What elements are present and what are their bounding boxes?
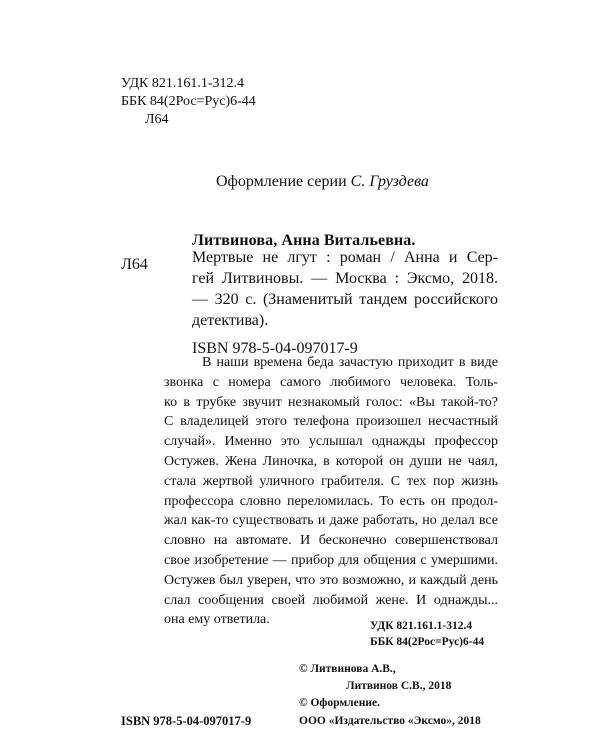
copyright-design: © Оформление. xyxy=(299,697,380,709)
footer-isbn: ISBN 978-5-04-097017-9 xyxy=(121,714,252,728)
catalog-description-line: гей Литвиновы. — Москва : Эксмо, 2018. xyxy=(192,270,498,287)
annotation-line: С владелицей этого телефона произошел несчастный xyxy=(164,414,498,430)
series-design-label: Оформление серии xyxy=(216,173,347,190)
catalog-description xyxy=(192,247,498,331)
annotation-line: профессора словно переломилась. То есть он продол- xyxy=(164,493,498,509)
annotation-line: свое изобретение — прибор для общения с умершими. xyxy=(164,552,498,568)
annotation-line: Остужев был уверен, что это возможно, и каждый день xyxy=(164,572,498,588)
annotation-line: словно на автомате. И бесконечно совершенствовал xyxy=(164,533,498,549)
catalog-author-sign: Л64 xyxy=(121,256,148,273)
copyright-authors: © Литвинова А.В., xyxy=(299,663,396,675)
catalog-author: Литвинова, Анна Витальевна. xyxy=(192,232,416,249)
footer-bbk-code: ББК 84(2Рос=Рус)6-44 xyxy=(370,636,485,648)
annotation-line: В наши времена беда зачастую приходит в виде xyxy=(202,355,498,370)
annotation-line: она ему ответила. xyxy=(164,612,270,628)
author-sign-code: Л64 xyxy=(145,112,169,127)
series-designer-name: С. Груздева xyxy=(350,173,429,190)
annotation-line: слал сообщения своей любимой жене. И однажды... xyxy=(164,592,498,608)
annotation-line: Остужев. Жена Линочка, в которой он души не чаял, xyxy=(164,453,498,469)
footer-udk-code: УДК 821.161.1-312.4 xyxy=(370,620,473,632)
series-design-credit xyxy=(216,174,429,190)
udk-code: УДК 821.161.1-312.4 xyxy=(121,76,245,91)
annotation-line: жал как-то существовать и даже работать, но делал все xyxy=(164,513,498,529)
catalog-description-line: — 320 с. (Знаменитый тандем российского xyxy=(192,291,498,308)
annotation-line: звонка с номера самого любимого человека. Толь- xyxy=(164,374,498,390)
catalog-isbn: ISBN 978-5-04-097017-9 xyxy=(192,340,358,357)
annotation-line: ко в трубке звучит незнакомый голос: «Вы такой-то? xyxy=(164,394,498,410)
annotation xyxy=(164,353,498,630)
copyright-publisher: ООО «Издательство «Эксмо», 2018 xyxy=(299,715,481,727)
copyright-authors-cont: Литвинов С.В., 2018 xyxy=(346,680,452,692)
annotation-line: случай». Именно это услышал однажды профессор xyxy=(164,434,498,450)
bbk-code: ББК 84(2Рос=Рус)6-44 xyxy=(121,94,256,109)
catalog-description-line: Мертвые не лгут : роман / Анна и Сер- xyxy=(192,249,498,266)
annotation-line: стала жертвой уличного грабителя. С тех пор жизнь xyxy=(164,473,498,489)
catalog-description-line: детектива). xyxy=(192,312,269,329)
